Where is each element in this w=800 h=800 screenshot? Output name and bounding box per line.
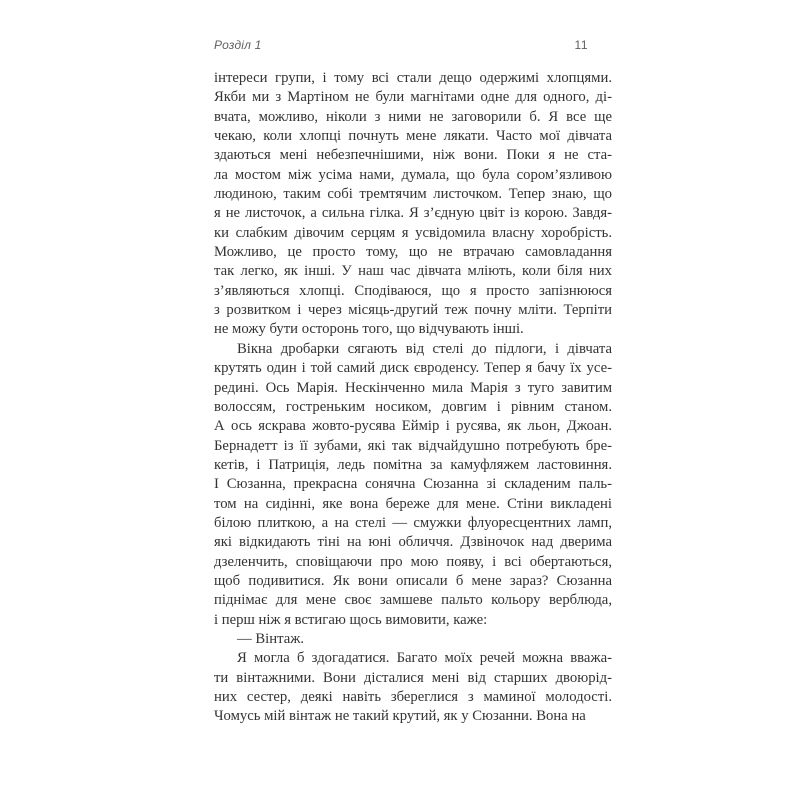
text-line: з’являються хлопці. Сподіваюся, що я просто запізнююся [214,282,612,299]
page-number: 11 [574,38,588,52]
text-line: І Сюзанна, прекрасна сонячна Сюзанна зі складеним паль- [214,476,612,493]
text-line: білою плиткою, а на стелі — смужки флуоресцентних ламп, [214,514,612,531]
chapter-label: Розділ 1 [214,38,262,52]
text-line: не можу бути осторонь того, що відчувають інші. [214,321,524,338]
text-line: них сестер, деякі навіть збереглися з маминої молодості. [214,689,612,705]
text-line: Бернадетт із її зубами, які так відчайдушно потребують бре- [214,437,612,454]
text-line: А ось яскрава жовто-русява Еймір і русява, як льон, Джоан. [214,418,612,435]
text-line: Чомусь мій вінтаж не такий крутий, як у Сюзанни. Вона на [214,708,586,725]
paragraph [214,630,612,649]
running-head [214,38,612,54]
text-line: редині. Ось Марія. Нескінченно мила Марія з туго завитим [214,379,612,396]
text-line: Я могла б здогадатися. Багато моїх речей можна вважа- [237,650,612,667]
text-line: Можливо, це просто тому, що не втрачаю самовладання [214,244,612,261]
text-line: дзеленчить, сповіщаючи про мою появу, і всі обертаються, [214,553,612,570]
text-line: ти вінтажними. Вони дісталися мені від старших двоюрід- [214,669,612,686]
text-line: так легко, як інші. У наш час дівчата мліють, коли біля них [214,263,612,280]
paragraph [214,340,612,630]
text-line: і перш ніж я встигаю щось вимовити, каже: [214,611,488,628]
paragraph [214,69,612,340]
body-text [214,69,612,727]
text-line: ки слабким дівочим серцям я усвідомила власну хоробрість. [214,224,612,241]
text-line: щоб подивитися. Як вони описали б мене зараз? Сюзанна [214,572,612,589]
text-line: інтереси групи, і тому всі стали дещо одержимі хлопцями. [214,70,612,86]
text-line: людиною, таким собі тремтячим листочком. Тепер знаю, що [214,186,612,203]
text-line: з розвитком і через місяць-другий теж почну мліти. Терпіти [214,302,612,319]
text-line: крутять один і той самий диск євроденсу. Тепер я бачу їх усе- [214,360,612,377]
text-line: я не листочок, а сильна гілка. Я з’єдную цвіт із корою. Завдя- [214,205,612,222]
text-line: Вікна дробарки сягають від стелі до підлоги, і дівчата [237,340,612,357]
text-line: здаються мені небезпечнішими, ніж вони. Поки я не ста- [214,147,612,164]
text-line: вчата, можливо, ніколи з ними не заговорили б. Я все ще [214,108,612,125]
text-line: кетів, і Патриція, ледь помітна за камуфляжем ластовиння. [214,456,612,473]
text-line: піднімає для мене своє замшеве пальто кольору верблюда, [214,592,612,609]
text-line: том на сидінні, яке вона береже для мене. Стіни викладені [214,495,612,512]
text-line: Якби ми з Мартіном не були магнітами одне для одного, ді- [214,89,612,106]
text-line: ла мостом між усіма нами, думала, що була сором’язливою [214,166,612,183]
paragraph [214,649,612,726]
text-line: які відкидають тіні на юні обличчя. Дзвіночок над дверима [214,534,612,551]
text-line: — Вінтаж. [237,630,305,647]
text-line: волоссям, гостреньким носиком, довгим і рівним станом. [214,398,612,415]
text-line: чекаю, коли хлопці почнуть мене лякати. Часто мої дівчата [214,128,612,145]
